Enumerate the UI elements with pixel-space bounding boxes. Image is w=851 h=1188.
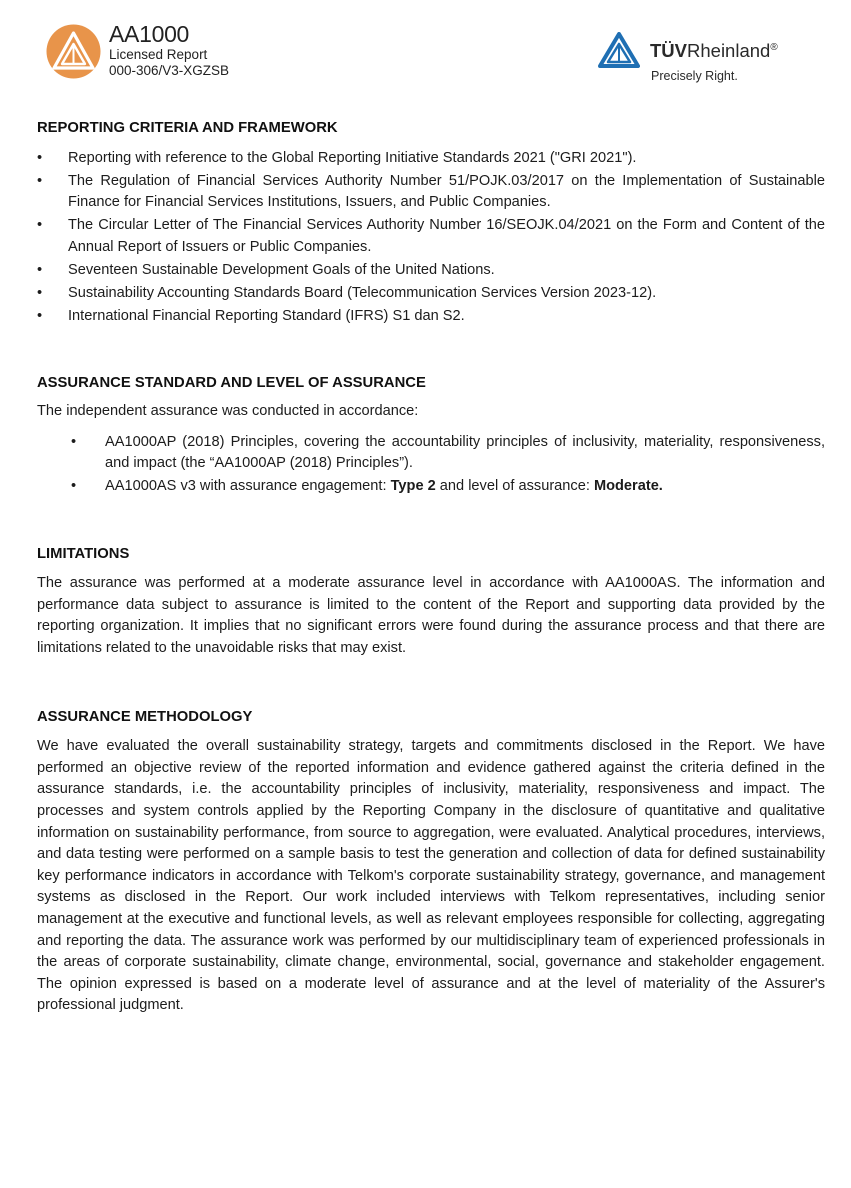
- bullet-icon: •: [37, 172, 43, 189]
- tuv-brand-name: [650, 40, 778, 62]
- assurance-standard-list: [37, 432, 825, 498]
- aa1000-license-block: [109, 23, 229, 77]
- limitations-heading: LIMITATIONS: [37, 545, 130, 562]
- list-item-text: The Regulation of Financial Services Authority Number 51/POJK.03/2017 on the Implementation of Sustainable Finance for Financial Services Institutions, Issuers, and Public Companies.: [68, 172, 825, 211]
- list-item-text: AA1000AP (2018) Principles, covering the accountability principles of inclusivity, materiality, responsiveness, and impact (the “AA1000AP (2018) Principles”).: [105, 433, 825, 472]
- list-item: [37, 432, 825, 475]
- bullet-icon: •: [37, 150, 43, 166]
- report-body: [37, 118, 825, 1017]
- tuv-tagline: Precisely Right.: [651, 69, 738, 83]
- methodology-heading: ASSURANCE METHODOLOGY: [37, 709, 253, 726]
- aa1000-license-code: 000-306/V3-XGZSB: [109, 62, 230, 78]
- assurance-intro-text: The independent assurance was conducted in accordance:: [37, 403, 419, 420]
- assurance-type: Type 2: [390, 478, 436, 495]
- tuv-name-bold: TÜV: [650, 40, 687, 61]
- tuv-triangle-logo-icon: [598, 32, 640, 68]
- list-item: [37, 215, 825, 258]
- list-item: [37, 476, 825, 498]
- assurance-item2-prefix: AA1000AS v3 with assurance engagement:: [105, 478, 391, 495]
- assurance-item2-middle: and level of assurance:: [435, 478, 594, 495]
- list-item: [37, 283, 825, 305]
- list-item: [37, 171, 825, 214]
- list-item: [37, 306, 825, 328]
- list-item-text: Sustainability Accounting Standards Board (Telecommunication Services Version 2023-12).: [68, 284, 657, 301]
- bullet-icon: •: [37, 217, 43, 234]
- list-item: [37, 148, 825, 170]
- aa1000-title: AA1000: [109, 21, 190, 47]
- bullet-icon: •: [71, 478, 77, 495]
- aa1000-subtitle: Licensed Report: [109, 47, 208, 62]
- bullet-icon: •: [37, 261, 43, 278]
- limitations-paragraph: The assurance was performed at a moderate assurance level in accordance with AA1000AS. The information and performance data subject to assurance is limited to the content of the Report and supporting data provided by the reporting organization. It implies that no significant errors were found during the assurance process and that there are limitations related to the unavoidable risks that may exist.: [37, 574, 825, 656]
- list-item-text: Reporting with reference to the Global Reporting Initiative Standards 2021 ("GRI 2021").: [68, 150, 637, 166]
- tuv-registered-mark: ®: [770, 41, 778, 53]
- list-item-text: International Financial Reporting Standard (IFRS) S1 dan S2.: [68, 307, 465, 324]
- bullet-icon: •: [71, 433, 77, 450]
- reporting-criteria-list: [37, 148, 825, 327]
- bullet-icon: •: [37, 284, 43, 301]
- tuv-name-regular: Rheinland: [687, 40, 771, 61]
- list-item-text: Seventeen Sustainable Development Goals of the United Nations.: [68, 261, 495, 278]
- assurance-level: Moderate.: [593, 478, 663, 495]
- bullet-icon: •: [37, 307, 43, 324]
- reporting-criteria-heading: REPORTING CRITERIA AND FRAMEWORK: [37, 120, 338, 136]
- aa1000-logo-icon: [46, 24, 101, 79]
- list-item: [37, 260, 825, 282]
- assurance-standard-heading: ASSURANCE STANDARD AND LEVEL OF ASSURANCE: [37, 375, 426, 392]
- list-item-text: The Circular Letter of The Financial Services Authority Number 16/SEOJK.04/2021 on the Form and Content of the Annual Report of Issuers or Public Companies.: [68, 217, 825, 255]
- methodology-paragraph: We have evaluated the overall sustainability strategy, targets and commitments disclosed in the Report. We have performed an objective review of the reported information and evidence gathered against the criteria defined in the assurance standards, i.e. the accountability principles of inclusivity, materiality, responsiveness and impact. The processes and system controls applied by the Reporting Company in the disclosure of quantitative and qualitative information on sustainability performance, from source to aggregation, were evaluated. Analytical procedures, interviews, and data testing were performed on a sample basis to test the generation and collection of data for defined sustainability key performance indicators in accordance with Telkom's corporate sustainability strategy, governance, and management systems as disclosed in the Report. Our work included interviews with Telkom representatives, including senior management at the executive and functional levels, as well as relevant employees responsible for collecting, aggregating and reporting the data. The assurance work was performed by our multidisciplinary team of experienced professionals in the areas of corporate sustainability, climate change, environmental, social, governance and stakeholder engagement. The opinion expressed is based on a moderate level of assurance and at the level of materiality of the Assurer's professional judgment.: [37, 738, 825, 1014]
